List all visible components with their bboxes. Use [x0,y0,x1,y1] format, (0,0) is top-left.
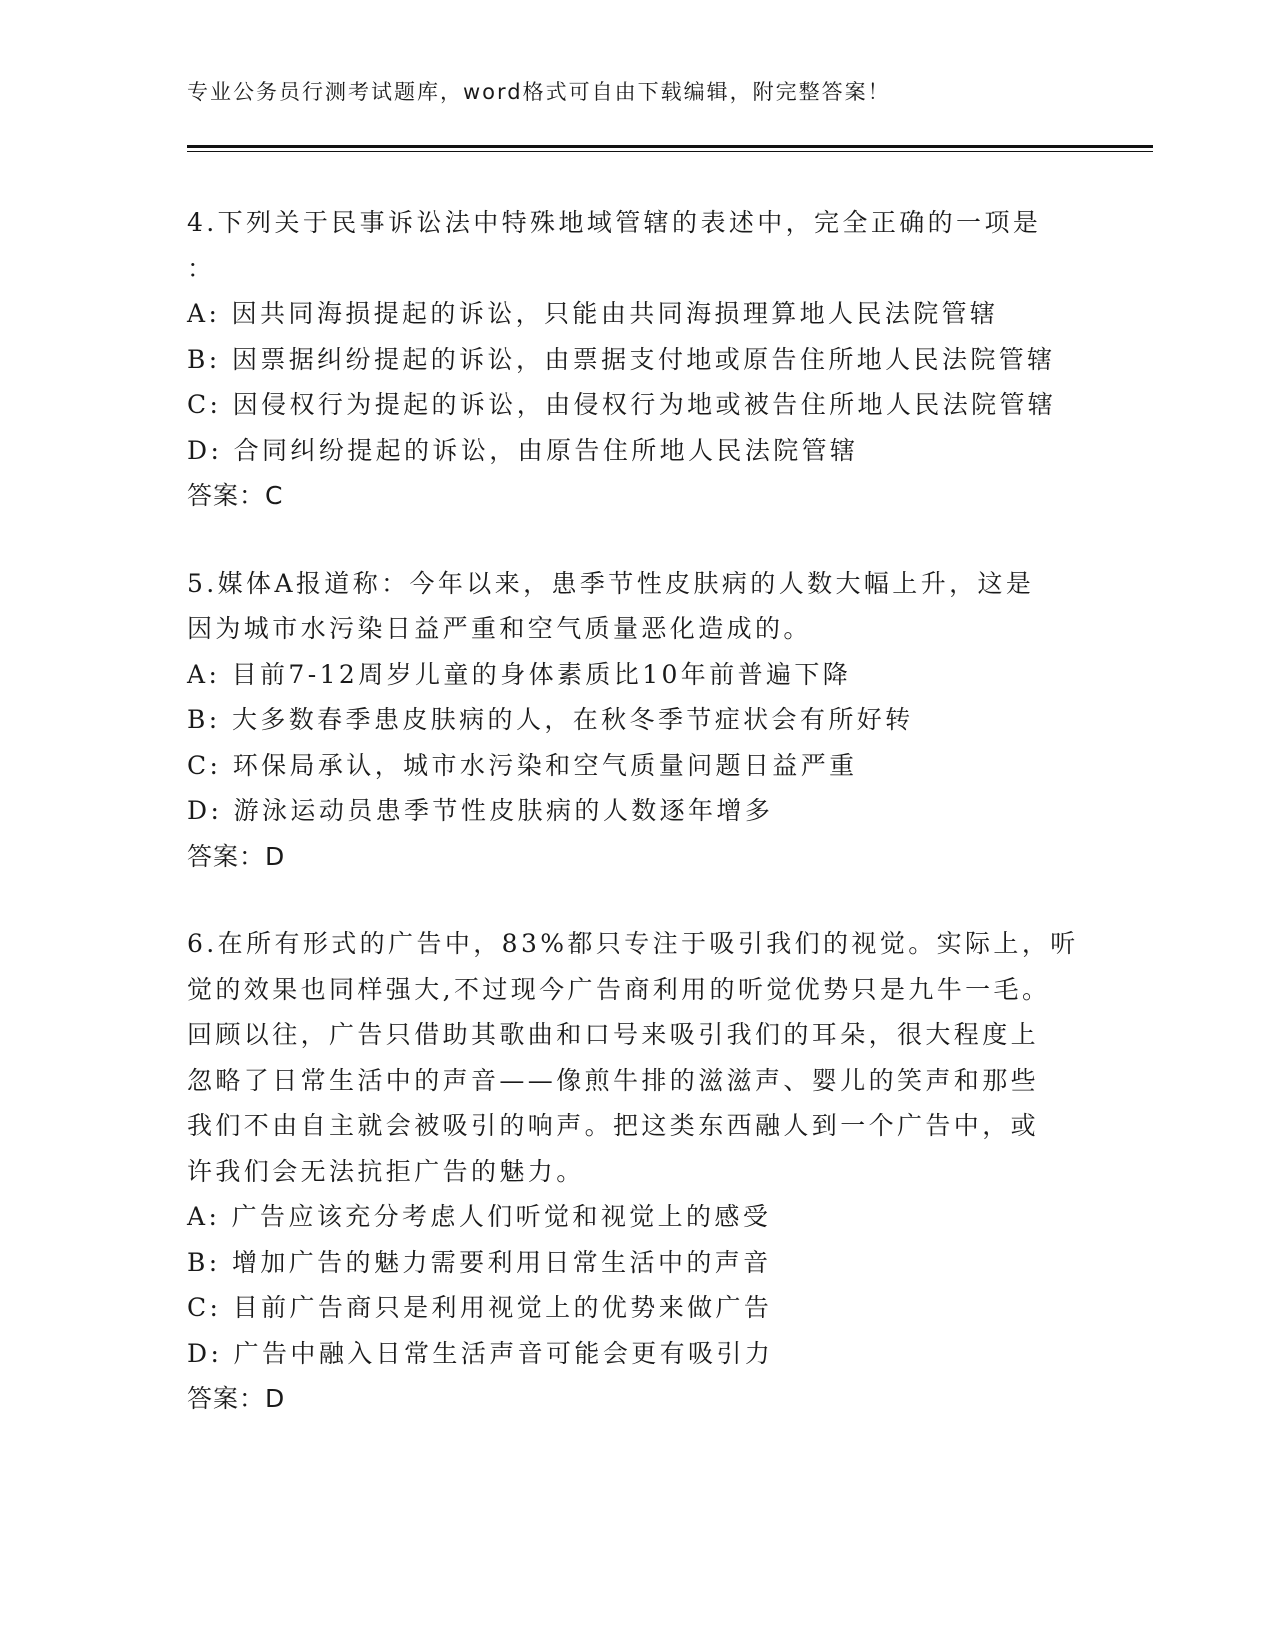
answer-text: 答案：D [187,1384,286,1413]
stem-line: 回顾以往，广告只借助其歌曲和口号来吸引我们的耳朵，很大程度上 [187,1020,1040,1049]
stem-line: 因为城市水污染日益严重和空气质量恶化造成的。 [187,614,812,643]
stem-line: 觉的效果也同样强大,不过现今广告商利用的听觉优势只是九牛一毛。 [187,974,1051,1004]
answer-text: 答案：C [187,481,284,510]
option-b: B: 大多数春季患皮肤病的人，在秋冬季节症状会有所好转 [187,705,914,734]
header-rule-thin [187,151,1153,152]
answer-text: 答案：D [187,841,286,871]
option-c: C: 因侵权行为提起的诉讼，由侵权行为地或被告住所地人民法院管辖 [187,390,1057,419]
header-rule-thick [187,145,1153,148]
stem-line: 忽略了日常生活中的声音——像煎牛排的滋滋声、婴儿的笑声和那些 [187,1065,1040,1095]
option-d: D: 合同纠纷提起的诉讼，由原告住所地人民法院管辖 [187,435,859,465]
question-stem [187,200,1087,291]
option-c: C: 目前广告商只是利用视觉上的优势来做广告 [187,1293,773,1322]
question-4 [187,200,1087,519]
option-a: A: 广告应该充分考虑人们听觉和视觉上的感受 [187,1202,772,1231]
question-stem [187,921,1087,1194]
option-b: B: 增加广告的魅力需要利用日常生活中的声音 [187,1247,772,1277]
option-d: D: 游泳运动员患季节性皮肤病的人数逐年增多 [187,796,774,825]
option-b: B: 因票据纠纷提起的诉讼，由票据支付地或原告住所地人民法院管辖 [187,344,1056,374]
stem-line: 我们不由自主就会被吸引的响声。把这类东西融人到一个广告中，或 [187,1111,1040,1140]
stem-line: ： [187,253,216,283]
questions-container [187,200,1087,1464]
stem-line: 许我们会无法抗拒广告的魅力。 [187,1156,585,1186]
question-5 [187,561,1087,880]
option-a: A: 目前7-12周岁儿童的身体素质比10年前普遍下降 [187,659,852,689]
option-c: C: 环保局承认，城市水污染和空气质量问题日益严重 [187,750,858,780]
question-stem [187,561,1087,652]
stem-line: 4.下列关于民事诉讼法中特殊地域管辖的表述中，完全正确的一项是 [187,208,1042,237]
page-header-text: 专业公务员行测考试题库，word格式可自由下载编辑，附完整答案！ [187,80,891,104]
option-d: D: 广告中融入日常生活声音可能会更有吸引力 [187,1338,774,1368]
stem-line: 6.在所有形式的广告中，83%都只专注于吸引我们的视觉。实际上，听 [187,929,1079,958]
stem-line: 5.媒体A报道称：今年以来，患季节性皮肤病的人数大幅上升，这是 [187,568,1035,598]
question-6 [187,921,1087,1422]
option-a: A: 因共同海损提起的诉讼，只能由共同海损理算地人民法院管辖 [187,299,999,328]
